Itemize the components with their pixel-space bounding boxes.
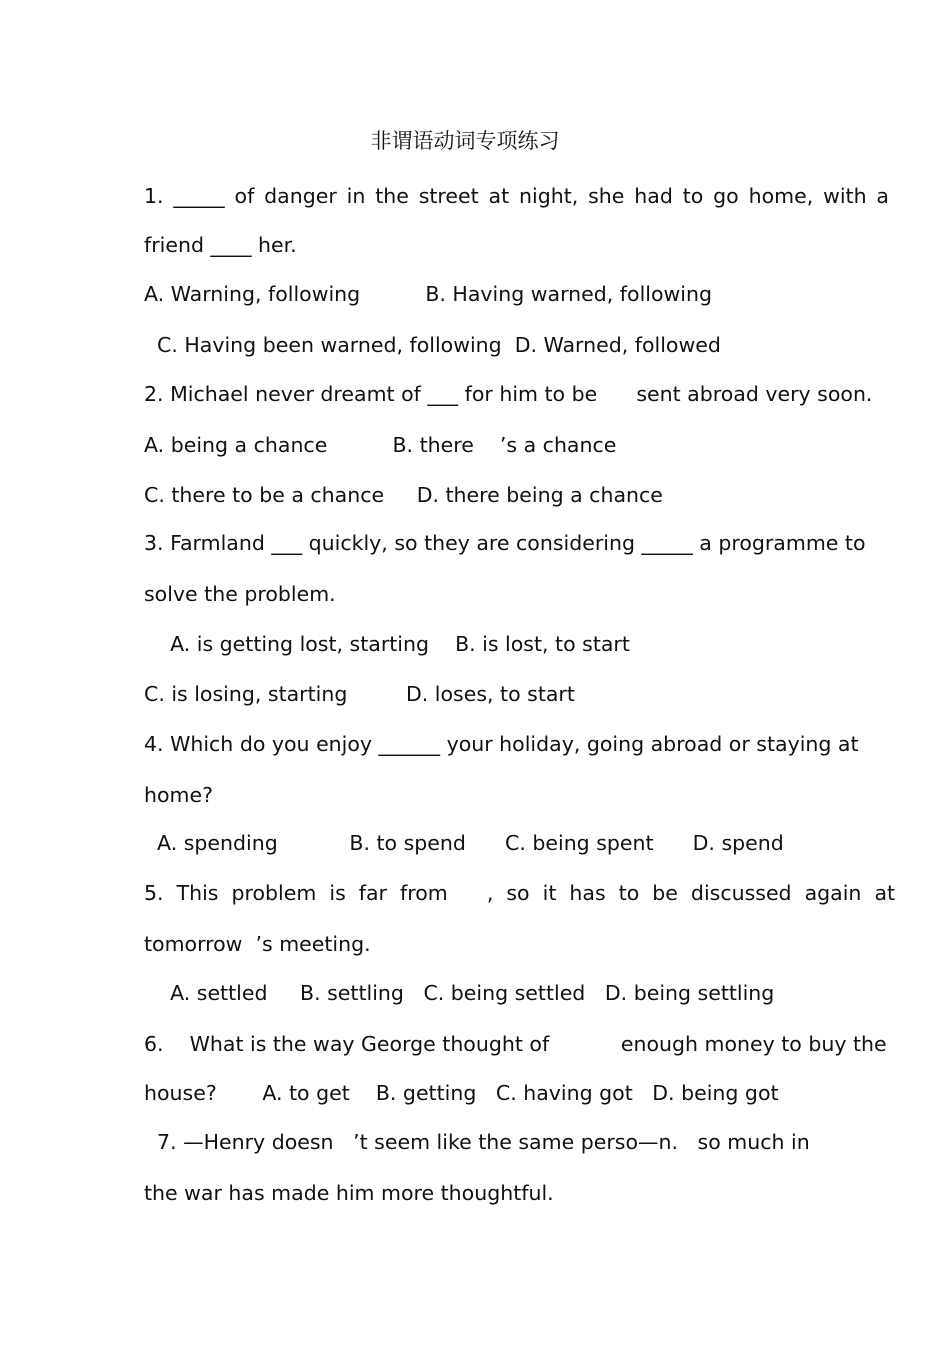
q1-options-line-2: C. Having been warned, following D. Warned, followed	[144, 333, 721, 357]
q1-line-1: 1. _____ of danger in the street at night, she had to go home, with a	[144, 184, 889, 208]
q4-line-1: 4. Which do you enjoy ______ your holiday, going abroad or staying at	[144, 732, 859, 756]
q1-line-2: friend ____ her.	[144, 233, 297, 257]
q7-line-1: 7. —Henry doesn ’t seem like the same perso—n. so much in	[144, 1130, 810, 1154]
q2-line-1: 2. Michael never dreamt of ___ for him to be sent abroad very soon.	[144, 382, 873, 406]
q5-options: A. settled B. settling C. being settled D. being settling	[144, 981, 775, 1005]
q3-options-line-2: C. is losing, starting D. loses, to start	[144, 682, 575, 706]
q2-options-line-1: A. being a chance B. there ’s a chance	[144, 433, 617, 457]
q3-line-2: solve the problem.	[144, 582, 336, 606]
q3-options-line-1: A. is getting lost, starting B. is lost, to start	[144, 632, 630, 656]
q7-line-2: the war has made him more thoughtful.	[144, 1181, 554, 1205]
q6-line-1: 6. What is the way George thought of enough money to buy the	[144, 1032, 887, 1056]
q3-line-1: 3. Farmland ___ quickly, so they are considering _____ a programme to	[144, 531, 866, 555]
q1-options-line-1: A. Warning, following B. Having warned, following	[144, 282, 712, 306]
q4-line-2: home?	[144, 783, 213, 807]
page-title: 非谓语动词专项练习	[370, 129, 560, 153]
q4-options: A. spending B. to spend C. being spent D. spend	[144, 831, 784, 855]
q2-options-line-2: C. there to be a chance D. there being a chance	[144, 483, 663, 507]
q6-line-2: house? A. to get B. getting C. having got D. being got	[144, 1081, 779, 1105]
q5-line-2: tomorrow ’s meeting.	[144, 932, 371, 956]
q5-line-1: 5. This problem is far from , so it has to be discussed again at	[144, 881, 896, 905]
